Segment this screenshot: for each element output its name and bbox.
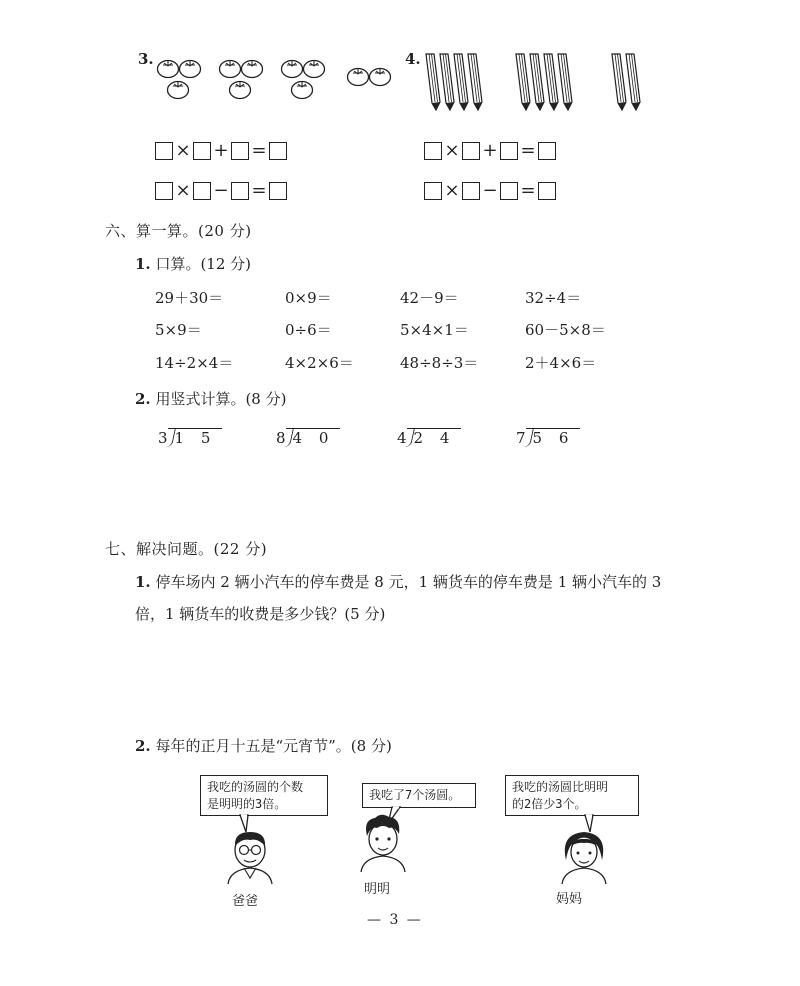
name-mingming: 明明 bbox=[364, 882, 391, 897]
mental-math-item: 2＋4×6＝ bbox=[525, 354, 597, 372]
mental-math-item: 48÷8÷3＝ bbox=[400, 354, 479, 372]
long-division-3: 4 2 4 bbox=[397, 428, 461, 447]
part-1-title: 1. 口算。(12 分) bbox=[135, 255, 252, 273]
q4-equation-add: × + = bbox=[424, 140, 556, 161]
problem-1: 1. 停车场内 2 辆小汽车的停车费是 8 元，1 辆货车的停车费是 1 辆小汽车的 3 倍，1 辆货车的收费是多少钱？(5 分) bbox=[135, 573, 662, 623]
section-7-title: 七、解决问题。(22 分) bbox=[105, 540, 268, 558]
q4-equation-subtract: × − = bbox=[424, 180, 556, 201]
long-division-2: 8 4 0 bbox=[276, 428, 340, 447]
q3-equation-subtract: × − = bbox=[155, 180, 287, 201]
mental-math-item: 0÷6＝ bbox=[285, 321, 332, 339]
name-mom: 妈妈 bbox=[556, 892, 583, 907]
mental-math-item: 0×9＝ bbox=[285, 289, 332, 307]
page-number: — 3 — bbox=[367, 912, 423, 928]
mental-math-item: 42－9＝ bbox=[400, 289, 459, 307]
mental-math-item: 14÷2×4＝ bbox=[155, 354, 234, 372]
speech-bubble-mom: 我吃的汤圆比明明 的2倍少3个。 bbox=[505, 775, 639, 816]
mental-math-item: 5×4×1＝ bbox=[400, 321, 469, 339]
dad-avatar bbox=[222, 826, 278, 886]
problem-2: 2. 每年的正月十五是“元宵节”。(8 分) bbox=[135, 737, 392, 755]
mental-math-item: 4×2×6＝ bbox=[285, 354, 354, 372]
section-6-title: 六、算一算。(20 分) bbox=[105, 222, 252, 240]
mom-avatar bbox=[556, 826, 612, 886]
speech-bubble-dad: 我吃的汤圆的个数 是明明的3倍。 bbox=[200, 775, 328, 816]
mingming-avatar bbox=[355, 812, 411, 874]
long-division-4: 7 5 6 bbox=[516, 428, 580, 447]
q3-equation-add: × + = bbox=[155, 140, 287, 161]
long-division-1: 3 1 5 bbox=[158, 428, 222, 447]
mental-math-item: 29＋30＝ bbox=[155, 289, 224, 307]
speech-bubble-mingming: 我吃了7个汤圆。 bbox=[362, 783, 476, 808]
part-2-title: 2. 用竖式计算。(8 分) bbox=[135, 390, 287, 408]
mental-math-item: 5×9＝ bbox=[155, 321, 202, 339]
mental-math-item: 60－5×8＝ bbox=[525, 321, 606, 339]
question-3-number: 3. bbox=[138, 50, 154, 68]
question-4-number: 4. bbox=[405, 50, 421, 68]
mental-math-item: 32÷4＝ bbox=[525, 289, 582, 307]
name-dad: 爸爸 bbox=[232, 894, 259, 909]
